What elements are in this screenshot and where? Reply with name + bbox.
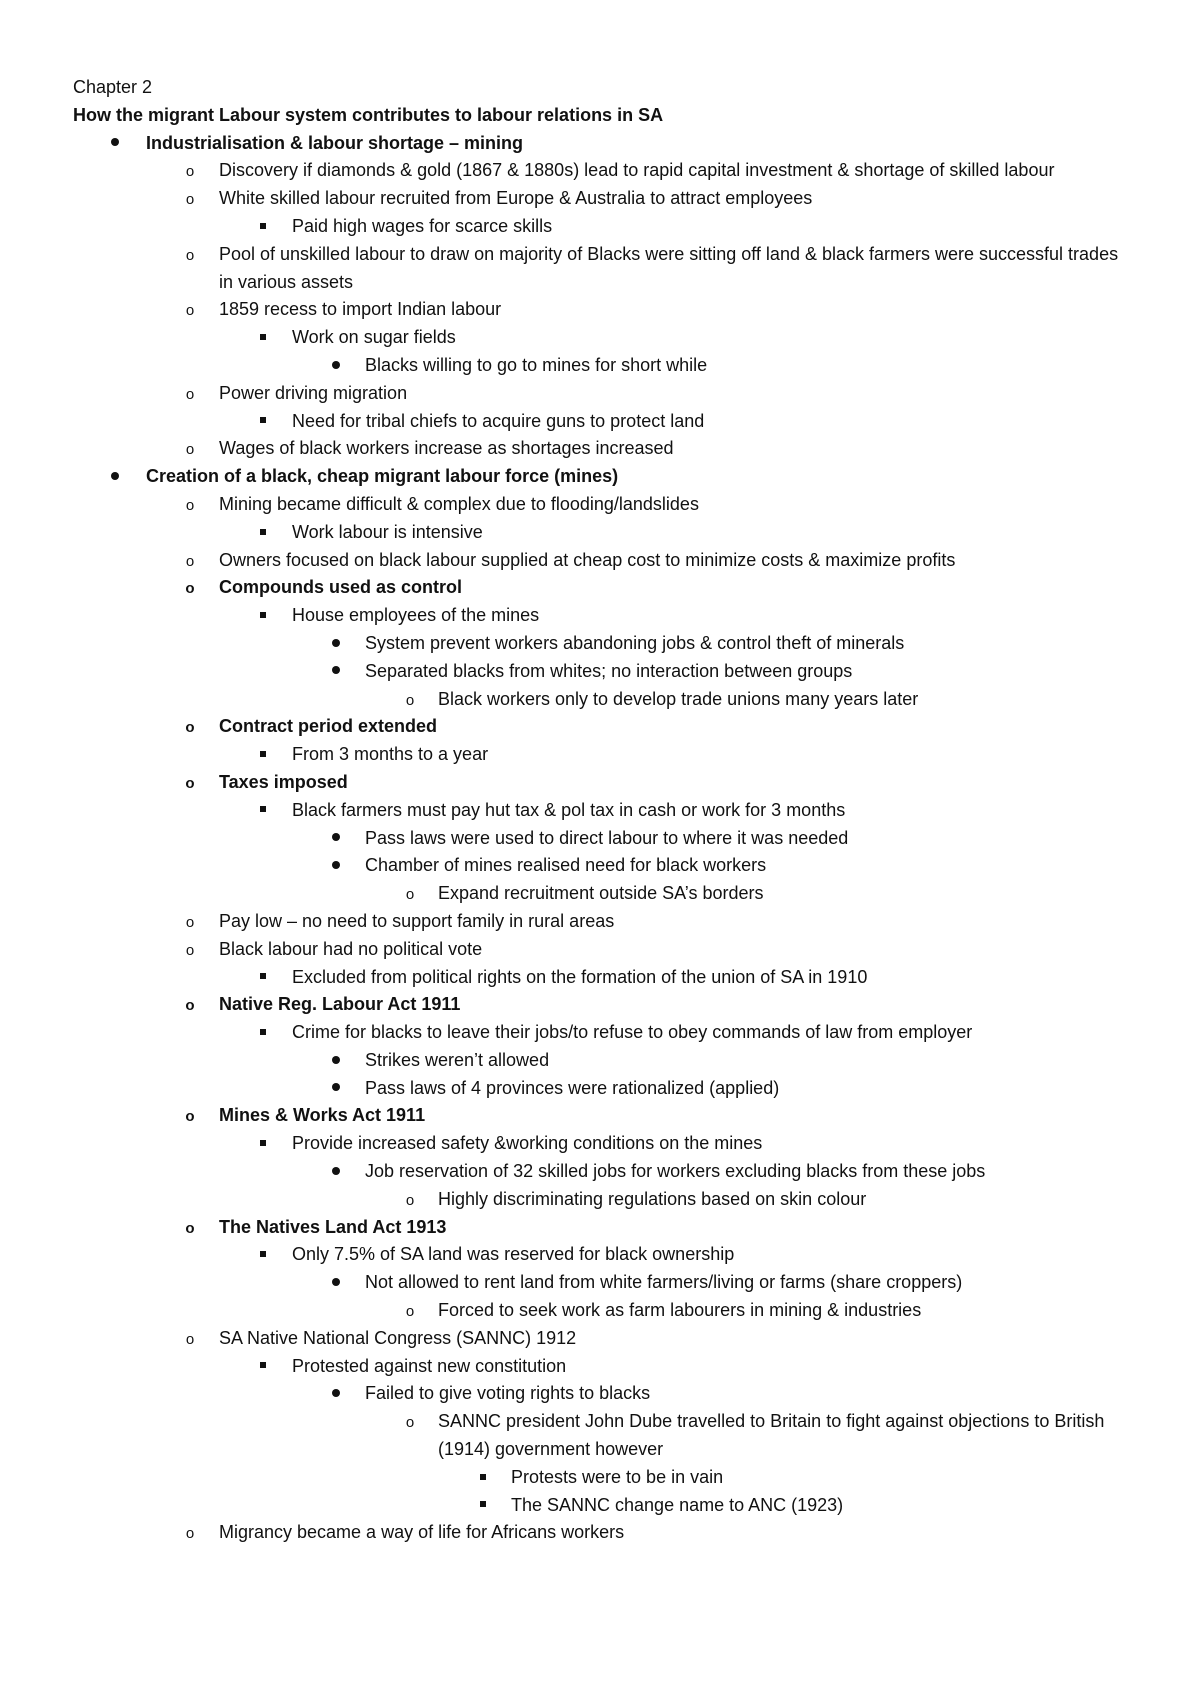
circle-bullet-icon — [180, 1214, 200, 1243]
outline-item-text: White skilled labour recruited from Europe & Australia to attract employees — [219, 188, 813, 209]
outline-item-level-3 — [0, 741, 1200, 769]
circle-bullet-icon — [180, 296, 200, 325]
outline-item-text: Pass laws of 4 provinces were rationalized (applied) — [365, 1077, 780, 1098]
outline-item-text: Pay low – no need to support family in rural areas — [219, 910, 615, 931]
outline-item-text: The Natives Land Act 1913 — [219, 1216, 447, 1237]
outline-item-level-3 — [0, 964, 1200, 992]
circle-bullet-icon — [180, 547, 200, 576]
disc-bullet-icon — [326, 1047, 346, 1075]
outline-item-level-5 — [0, 1297, 1200, 1325]
outline-item-level-6 — [0, 1492, 1200, 1520]
outline-item-level-2 — [0, 241, 1200, 297]
outline-item-level-2 — [0, 713, 1200, 741]
outline-list — [0, 130, 1200, 1548]
outline-item-text: Pool of unskilled labour to draw on majority of Blacks were sitting off land & black farmers were successful trades in various assets — [219, 243, 1119, 292]
disc-bullet-icon — [326, 658, 346, 686]
square-bullet-icon — [253, 1130, 273, 1158]
outline-item-text: Provide increased safety &working conditions on the mines — [292, 1133, 763, 1154]
circle-bullet-icon — [180, 435, 200, 464]
outline-item-level-5 — [0, 1186, 1200, 1214]
outline-item-text: Black labour had no political vote — [219, 938, 483, 959]
outline-item-level-2 — [0, 1519, 1200, 1547]
outline-item-level-4 — [0, 1075, 1200, 1103]
outline-item-level-2 — [0, 574, 1200, 602]
outline-item-text: Mines & Works Act 1911 — [219, 1105, 426, 1126]
circle-bullet-icon — [180, 1519, 200, 1548]
outline-item-level-3 — [0, 519, 1200, 547]
outline-item-level-4 — [0, 1047, 1200, 1075]
circle-bullet-icon — [400, 1297, 420, 1326]
document-title: How the migrant Labour system contributes to labour relations in SA — [73, 104, 664, 125]
outline-item-text: 1859 recess to import Indian labour — [219, 299, 502, 320]
square-bullet-icon — [253, 1353, 273, 1381]
circle-bullet-icon — [180, 991, 200, 1020]
outline-item-level-1 — [0, 130, 1200, 158]
outline-item-text: Mining became difficult & complex due to flooding/landslides — [219, 493, 699, 514]
outline-item-level-2 — [0, 1325, 1200, 1353]
circle-bullet-icon — [400, 880, 420, 909]
outline-item-level-2 — [0, 157, 1200, 185]
outline-item-text: Native Reg. Labour Act 1911 — [219, 994, 461, 1015]
disc-bullet-icon — [105, 130, 125, 158]
square-bullet-icon — [253, 324, 273, 352]
outline-item-text: Contract period extended — [219, 716, 438, 737]
outline-item-text: Chamber of mines realised need for black workers — [365, 855, 767, 876]
outline-item-text: Pass laws were used to direct labour to where it was needed — [365, 827, 849, 848]
outline-item-text: Excluded from political rights on the formation of the union of SA in 1910 — [292, 966, 868, 987]
circle-bullet-icon — [180, 908, 200, 937]
outline-item-level-4 — [0, 825, 1200, 853]
outline-item-text: Work labour is intensive — [292, 521, 483, 542]
outline-item-level-4 — [0, 352, 1200, 380]
outline-item-level-6 — [0, 1464, 1200, 1492]
square-bullet-icon — [253, 408, 273, 436]
outline-item-level-4 — [0, 852, 1200, 880]
outline-item-text: Discovery if diamonds & gold (1867 & 1880s) lead to rapid capital investment & shortage of skilled labour — [219, 160, 1055, 181]
disc-bullet-icon — [326, 852, 346, 880]
outline-item-level-5 — [0, 686, 1200, 714]
outline-item-level-4 — [0, 630, 1200, 658]
outline-item-text: Migrancy became a way of life for Africans workers — [219, 1522, 625, 1543]
outline-item-text: Paid high wages for scarce skills — [292, 215, 553, 236]
disc-bullet-icon — [326, 1075, 346, 1103]
outline-item-level-2 — [0, 908, 1200, 936]
outline-item-text: SANNC president John Dube travelled to Britain to fight against objections to British (1914) government however — [438, 1411, 1105, 1460]
outline-item-level-4 — [0, 658, 1200, 686]
square-bullet-icon — [253, 213, 273, 241]
outline-item-level-2 — [0, 936, 1200, 964]
circle-bullet-icon — [400, 1186, 420, 1215]
outline-item-text: Owners focused on black labour supplied at cheap cost to minimize costs & maximize profits — [219, 549, 956, 570]
square-bullet-icon — [253, 964, 273, 992]
square-bullet-icon — [253, 741, 273, 769]
outline-item-level-3 — [0, 1130, 1200, 1158]
square-bullet-icon — [473, 1492, 493, 1520]
circle-bullet-icon — [180, 713, 200, 742]
circle-bullet-icon — [180, 157, 200, 186]
outline-item-level-3 — [0, 797, 1200, 825]
outline-item-text: Highly discriminating regulations based on skin colour — [438, 1188, 867, 1209]
outline-item-level-2 — [0, 1102, 1200, 1130]
outline-item-level-3 — [0, 602, 1200, 630]
outline-item-level-2 — [0, 435, 1200, 463]
outline-item-level-2 — [0, 380, 1200, 408]
outline-item-level-2 — [0, 185, 1200, 213]
outline-item-level-4 — [0, 1380, 1200, 1408]
outline-item-text: Only 7.5% of SA land was reserved for black ownership — [292, 1244, 735, 1265]
outline-item-text: House employees of the mines — [292, 605, 540, 626]
circle-bullet-icon — [180, 1102, 200, 1131]
disc-bullet-icon — [326, 630, 346, 658]
circle-bullet-icon — [180, 380, 200, 409]
outline-item-text: Need for tribal chiefs to acquire guns to protect land — [292, 410, 705, 431]
square-bullet-icon — [253, 1241, 273, 1269]
outline-item-level-5 — [0, 1408, 1200, 1464]
outline-item-text: Not allowed to rent land from white farmers/living or farms (share croppers) — [365, 1272, 963, 1293]
outline-item-text: Crime for blacks to leave their jobs/to refuse to obey commands of law from employer — [292, 1022, 973, 1043]
outline-item-level-3 — [0, 408, 1200, 436]
outline-item-level-4 — [0, 1269, 1200, 1297]
outline-item-level-5 — [0, 880, 1200, 908]
outline-item-text: The SANNC change name to ANC (1923) — [511, 1494, 844, 1515]
outline-item-text: Taxes imposed — [219, 771, 348, 792]
square-bullet-icon — [253, 797, 273, 825]
outline-item-text: Strikes weren’t allowed — [365, 1049, 550, 1070]
outline-item-level-2 — [0, 991, 1200, 1019]
square-bullet-icon — [253, 602, 273, 630]
outline-item-level-2 — [0, 296, 1200, 324]
outline-item-text: Power driving migration — [219, 382, 408, 403]
circle-bullet-icon — [400, 1408, 420, 1437]
outline-item-level-3 — [0, 324, 1200, 352]
outline-item-level-1 — [0, 463, 1200, 491]
square-bullet-icon — [253, 1019, 273, 1047]
outline-item-level-2 — [0, 491, 1200, 519]
outline-item-text: Compounds used as control — [219, 577, 463, 598]
outline-item-text: Job reservation of 32 skilled jobs for workers excluding blacks from these jobs — [365, 1161, 986, 1182]
outline-item-level-3 — [0, 1241, 1200, 1269]
circle-bullet-icon — [180, 769, 200, 798]
outline-item-text: Expand recruitment outside SA’s borders — [438, 883, 764, 904]
circle-bullet-icon — [180, 185, 200, 214]
outline-item-text: Black farmers must pay hut tax & pol tax in cash or work for 3 months — [292, 799, 846, 820]
outline-item-level-3 — [0, 213, 1200, 241]
outline-item-level-2 — [0, 769, 1200, 797]
outline-item-text: Blacks willing to go to mines for short while — [365, 354, 708, 375]
outline-item-text: Creation of a black, cheap migrant labour force (mines) — [146, 466, 619, 487]
outline-item-level-4 — [0, 1158, 1200, 1186]
outline-item-level-3 — [0, 1019, 1200, 1047]
outline-item-text: Protests were to be in vain — [511, 1466, 724, 1487]
outline-item-level-2 — [0, 547, 1200, 575]
chapter-label: Chapter 2 — [73, 77, 153, 97]
square-bullet-icon — [473, 1464, 493, 1492]
outline-item-text: System prevent workers abandoning jobs & control theft of minerals — [365, 632, 905, 653]
circle-bullet-icon — [180, 574, 200, 603]
outline-item-text: Protested against new constitution — [292, 1355, 567, 1376]
circle-bullet-icon — [180, 1325, 200, 1354]
outline-item-text: Work on sugar fields — [292, 327, 456, 348]
outline-item-level-3 — [0, 1353, 1200, 1381]
circle-bullet-icon — [180, 241, 200, 270]
square-bullet-icon — [253, 519, 273, 547]
outline-item-text: Separated blacks from whites; no interaction between groups — [365, 660, 853, 681]
outline-item-text: Forced to seek work as farm labourers in mining & industries — [438, 1300, 922, 1321]
outline-item-text: Wages of black workers increase as shortages increased — [219, 438, 674, 459]
outline-item-text: Industrialisation & labour shortage – mining — [146, 132, 524, 153]
outline-item-text: SA Native National Congress (SANNC) 1912 — [219, 1327, 577, 1348]
outline-item-text: Failed to give voting rights to blacks — [365, 1383, 651, 1404]
disc-bullet-icon — [326, 1158, 346, 1186]
disc-bullet-icon — [326, 352, 346, 380]
disc-bullet-icon — [326, 1380, 346, 1408]
outline-item-level-2 — [0, 1214, 1200, 1242]
disc-bullet-icon — [326, 1269, 346, 1297]
circle-bullet-icon — [400, 686, 420, 715]
outline-item-text: Black workers only to develop trade unions many years later — [438, 688, 919, 709]
outline-item-text: From 3 months to a year — [292, 744, 489, 765]
circle-bullet-icon — [180, 936, 200, 965]
disc-bullet-icon — [105, 463, 125, 491]
disc-bullet-icon — [326, 825, 346, 853]
circle-bullet-icon — [180, 491, 200, 520]
